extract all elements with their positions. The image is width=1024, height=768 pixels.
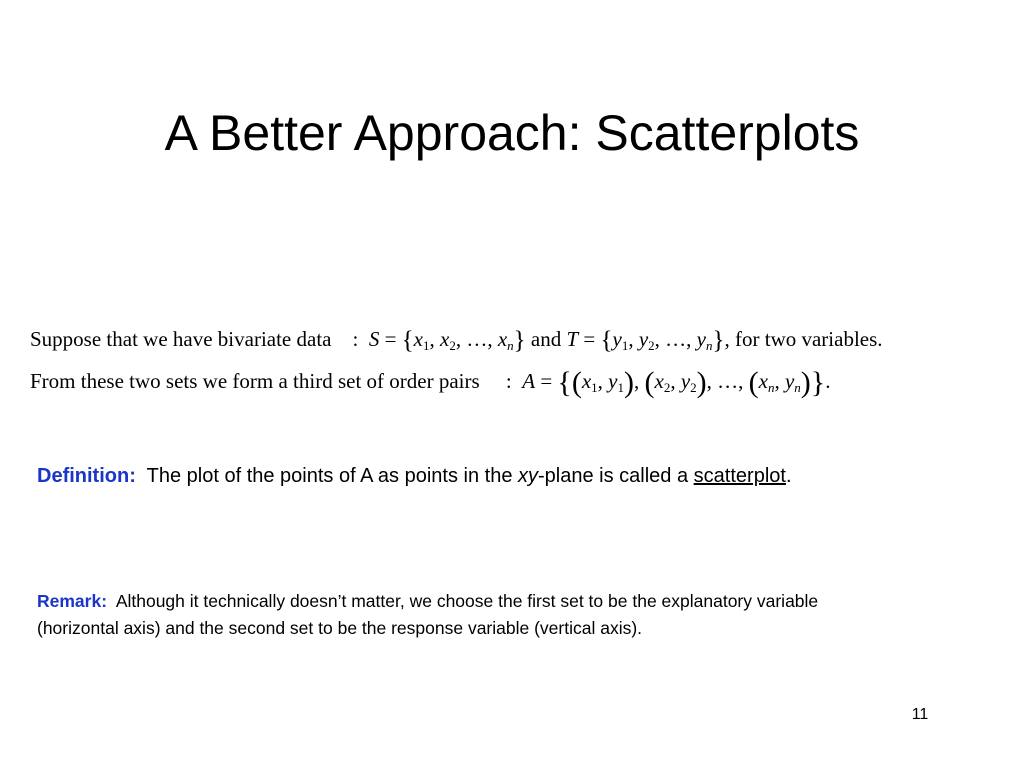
- var-x: x: [413, 327, 423, 351]
- equals-sign: =: [535, 369, 558, 393]
- var-x: x: [654, 369, 664, 393]
- comma: ,: [738, 369, 749, 393]
- comma: ,: [654, 327, 666, 351]
- remark-block: [37, 588, 857, 642]
- colon: :: [352, 327, 359, 351]
- open-paren: (: [748, 366, 759, 399]
- comma: ,: [487, 327, 498, 351]
- close-brace: }: [513, 327, 526, 354]
- statement-outro: for two variables.: [735, 327, 883, 351]
- var-x: x: [497, 327, 508, 351]
- comma: ,: [455, 327, 467, 351]
- set-a-symbol: A: [522, 369, 536, 393]
- open-paren: (: [571, 366, 582, 399]
- var-y: y: [680, 369, 691, 393]
- open-paren: (: [644, 366, 655, 399]
- var-y: y: [696, 327, 706, 351]
- subscript: 1: [617, 380, 624, 395]
- statement-intro: Suppose that we have bivariate data: [30, 327, 332, 351]
- ordered-pairs-statement: [30, 366, 831, 399]
- slide-title: A Better Approach: Scatterplots: [164, 105, 860, 161]
- comma: ,: [706, 369, 718, 393]
- equals-sign: =: [379, 327, 402, 351]
- xy-term: xy: [518, 465, 539, 487]
- ellipsis: …: [466, 327, 488, 351]
- comma: ,: [429, 327, 440, 351]
- and-word: and: [530, 327, 562, 351]
- scatterplot-term: scatterplot: [693, 465, 786, 487]
- period: .: [825, 369, 831, 393]
- subscript: n: [507, 338, 514, 353]
- close-paren: ): [623, 366, 634, 399]
- open-brace: {: [401, 327, 414, 354]
- subscript: n: [794, 380, 801, 395]
- var-y: y: [608, 369, 618, 393]
- var-x: x: [440, 327, 450, 351]
- open-brace: {: [600, 327, 613, 354]
- definition-block: [37, 462, 797, 491]
- close-paren: ): [800, 366, 811, 399]
- var-y: y: [638, 327, 649, 351]
- subscript: 1: [591, 380, 598, 395]
- close-brace: }: [712, 327, 725, 354]
- ellipsis: …: [665, 327, 687, 351]
- colon: :: [505, 369, 512, 393]
- subscript: 2: [663, 380, 671, 395]
- comma: ,: [670, 369, 681, 393]
- close-brace: }: [810, 366, 826, 399]
- equals-sign: =: [578, 327, 601, 351]
- definition-label: Definition:: [37, 465, 136, 487]
- comma: ,: [628, 327, 639, 351]
- comma: ,: [686, 327, 697, 351]
- close-paren: ): [696, 366, 707, 399]
- var-x: x: [758, 369, 768, 393]
- comma: ,: [597, 369, 609, 393]
- comma: ,: [774, 369, 785, 393]
- subscript: n: [706, 338, 713, 353]
- period: .: [785, 465, 792, 487]
- var-y: y: [784, 369, 795, 393]
- ellipsis: …: [717, 369, 739, 393]
- var-y: y: [612, 327, 622, 351]
- bivariate-data-statement: [30, 326, 883, 352]
- comma: ,: [633, 369, 645, 393]
- page-number: 11: [911, 706, 929, 723]
- remark-text: Although it technically doesn’t matter, we choose the first set to be the explanatory variable (horizontal axis) and the second set to be the response variable (vertical axis).: [37, 591, 819, 638]
- var-x: x: [581, 369, 592, 393]
- subscript: 2: [449, 338, 456, 353]
- subscript: n: [767, 380, 775, 395]
- set-s-symbol: S: [368, 327, 380, 351]
- open-brace: {: [557, 366, 572, 399]
- subscript: 1: [621, 338, 629, 353]
- subscript: 2: [648, 338, 655, 353]
- set-t-symbol: T: [566, 327, 579, 351]
- definition-text: The plot of the points of A as points in the: [146, 465, 513, 487]
- statement-intro: From these two sets we form a third set of order pairs: [30, 369, 480, 393]
- comma: ,: [724, 327, 735, 351]
- subscript: 1: [423, 338, 430, 353]
- remark-label: Remark:: [37, 591, 108, 611]
- subscript: 2: [690, 380, 697, 395]
- definition-text: -plane is called a: [538, 465, 689, 487]
